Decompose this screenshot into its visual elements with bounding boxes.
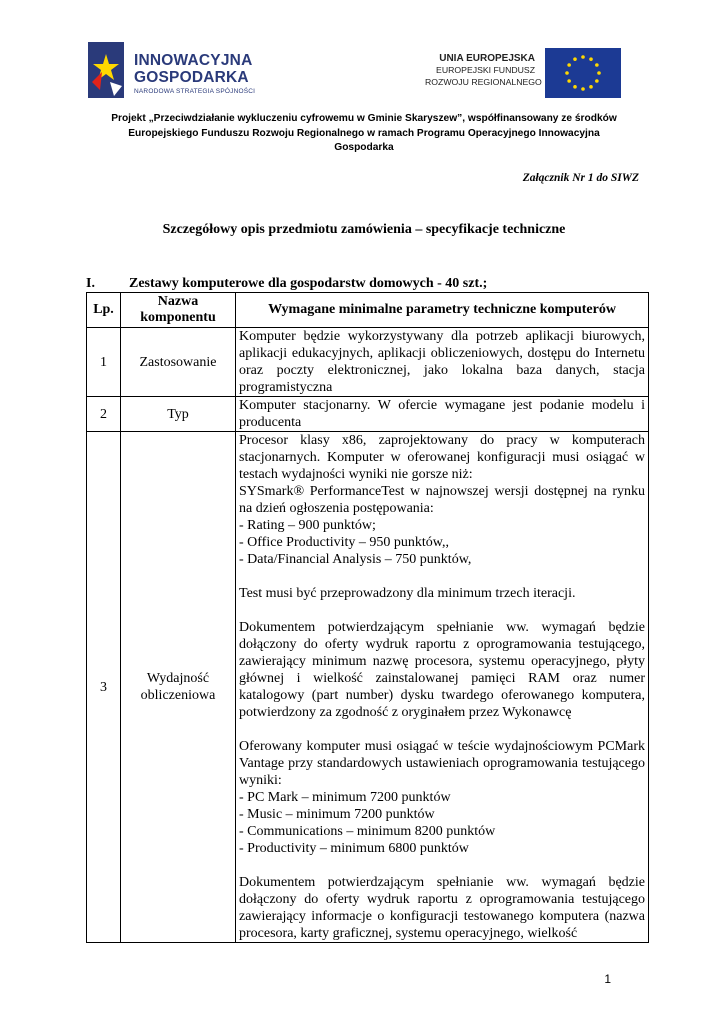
eu-star-icon — [589, 57, 593, 61]
row-component-name: Zastosowanie — [121, 328, 236, 397]
section-title: Zestawy komputerowe dla gospodarstw domowych - 40 szt.; — [129, 276, 488, 291]
param-paragraph: Procesor klasy x86, zaprojektowany do pracy w komputerach stacjonarnych. Komputer w oferowanej konfiguracji musi osiągać w testach wydajności wyniki nie gorsze niż: — [239, 433, 645, 482]
logo-right-line1: UNIA EUROPEJSKA — [439, 53, 535, 64]
innowacyjna-gospodarka-logo — [88, 42, 288, 102]
table-row — [87, 397, 649, 432]
paragraph-gap — [239, 602, 645, 619]
param-paragraph: - Rating – 900 punktów; — [239, 518, 376, 533]
param-paragraph: - Data/Financial Analysis – 750 punktów, — [239, 552, 472, 567]
project-line: Projekt „Przeciwdziałanie wykluczeniu cyfrowemu w Gminie Skaryszew”, współfinansowany ze środków — [111, 113, 617, 124]
eu-star-icon — [589, 85, 593, 89]
logo-right-line2: EUROPEJSKI FUNDUSZ — [436, 65, 535, 75]
logo-right-line3: ROZWOJU REGIONALNEGO — [425, 77, 542, 87]
header-component-name — [121, 293, 236, 328]
eu-star-icon — [567, 79, 571, 83]
logo-left-line3: NARODOWA STRATEGIA SPÓJNOŚCI — [134, 88, 256, 95]
header-lp: Lp. — [87, 293, 121, 328]
param-paragraph: Test musi być przeprowadzony dla minimum trzech iteracji. — [239, 586, 576, 601]
eu-star-icon — [581, 87, 585, 91]
logo-left-line1: INNOWACYJNA — [134, 52, 253, 69]
innowacyjna-gospodarka-emblem-icon — [88, 42, 124, 98]
project-description — [84, 112, 644, 156]
eu-star-icon — [595, 79, 599, 83]
table-row — [87, 432, 649, 943]
param-paragraph: - Music – minimum 7200 punktów — [239, 807, 435, 822]
section-number: I. — [86, 276, 95, 291]
project-line: Gospodarka — [334, 142, 394, 153]
eu-star-icon — [567, 63, 571, 67]
paragraph-gap — [239, 721, 645, 738]
logo-left-line2: GOSPODARKA — [134, 69, 249, 86]
row-name-line: Wydajność — [146, 671, 210, 686]
header-name-line: Nazwa — [157, 294, 199, 309]
eu-star-icon — [581, 55, 585, 59]
project-line: Europejskiego Funduszu Rozwoju Regionalnego w ramach Programu Operacyjnego Innowacyjna — [128, 127, 600, 139]
section-heading — [86, 276, 487, 292]
eu-flag-icon — [545, 48, 621, 98]
param-paragraph: Oferowany komputer musi osiągać w teście wydajnościowym PCMark Vantage przy standardowych ustawieniach oprogramowania testującego wyniki: — [239, 739, 645, 788]
paragraph-gap — [239, 857, 645, 874]
row-params — [236, 432, 649, 943]
page-number: 1 — [604, 972, 611, 986]
row-params: Komputer będzie wykorzystywany dla potrzeb aplikacji biurowych, aplikacji edukacyjnych, aplikacji obliczeniowych, dostępu do Internetu oraz poczty elektronicznej, jako lokalna baza danych, stacja programistyczna — [236, 328, 649, 397]
header-params: Wymagane minimalne parametry techniczne komputerów — [236, 293, 649, 328]
param-paragraph: - PC Mark – minimum 7200 punktów — [239, 790, 451, 805]
specification-table — [86, 292, 649, 943]
param-paragraph: Dokumentem potwierdzającym spełnianie ww. wymagań będzie dołączony do oferty wydruk raportu z oprogramowania testującego, zawierający minimum nazwę procesora, systemu operacyjnego, płyty głównej i wielkość zainstalowanej pamięci RAM oraz numer katalogowy (part number) dysku twardego oferowanego komputera, potwierdzony za zgodność z oryginałem przez Wykonawcę — [239, 620, 645, 720]
table-header-row — [87, 293, 649, 328]
eu-star-icon — [595, 63, 599, 67]
eu-star-icon — [597, 71, 601, 75]
row-lp: 3 — [87, 432, 121, 943]
paragraph-gap — [239, 568, 645, 585]
table-row — [87, 328, 649, 397]
param-paragraph: Dokumentem potwierdzającym spełnianie ww. wymagań będzie dołączony do oferty wydruk raportu z oprogramowania testującego zawierający informacje o konfiguracji testowanego komputera (nazwa procesora, karty graficznej, systemu operacyjnego, wielkość — [239, 875, 645, 941]
row-component-name — [121, 432, 236, 943]
eu-star-icon — [565, 71, 569, 75]
document-title: Szczegółowy opis przedmiotu zamówienia – specyfikacje techniczne — [162, 222, 566, 237]
row-lp: 2 — [87, 397, 121, 432]
row-lp: 1 — [87, 328, 121, 397]
param-paragraph: - Productivity – minimum 6800 punktów — [239, 841, 469, 856]
param-paragraph: - Communications – minimum 8200 punktów — [239, 824, 496, 839]
row-component-name: Typ — [121, 397, 236, 432]
eu-star-icon — [573, 57, 577, 61]
attachment-label: Załącznik Nr 1 do SIWZ — [522, 172, 639, 184]
row-params: Komputer stacjonarny. W ofercie wymagane jest podanie modelu i producenta — [236, 397, 649, 432]
header-name-line: komponentu — [140, 310, 216, 325]
eu-fund-logo — [425, 48, 625, 100]
row-name-line: obliczeniowa — [140, 688, 216, 703]
param-paragraph: SYSmark® PerformanceTest w najnowszej wersji dostępnej na rynku na dzień ogłoszenia postępowania: — [239, 484, 645, 516]
param-paragraph: - Office Productivity – 950 punktów,, — [239, 535, 449, 550]
eu-star-icon — [573, 85, 577, 89]
